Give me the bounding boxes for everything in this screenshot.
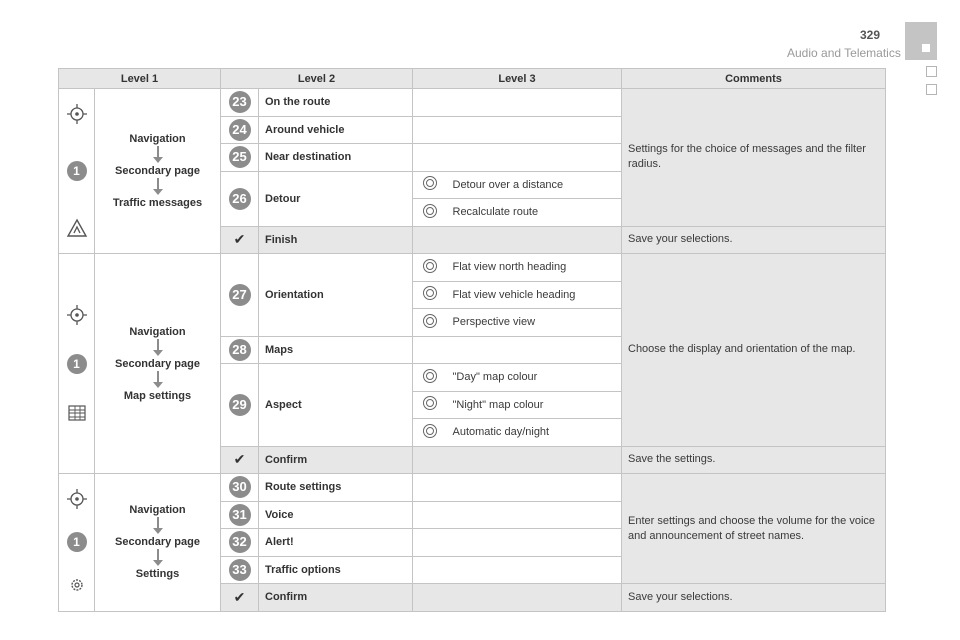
option-select-icon xyxy=(422,175,438,191)
level2-label: Route settings xyxy=(259,474,413,502)
nav-leaf-label: Map settings xyxy=(123,389,192,402)
map-icon xyxy=(66,402,88,424)
level3-option: Recalculate route xyxy=(447,199,622,227)
step-badge: 30 xyxy=(229,476,251,498)
chapter-tab xyxy=(905,22,937,60)
level2-label: Alert! xyxy=(259,529,413,557)
level3-option: Flat view north heading xyxy=(447,254,622,282)
level3-option: Detour over a distance xyxy=(447,171,622,199)
check-icon: ✔ xyxy=(233,451,246,468)
navigation-icon xyxy=(66,488,88,510)
level3-option: "Night" map colour xyxy=(447,391,622,419)
option-select-icon xyxy=(422,285,438,301)
header-row xyxy=(59,69,886,89)
nav-leaf-label: Settings xyxy=(135,568,180,581)
nav-secondary-label: Secondary page xyxy=(115,357,200,370)
comment-cell: Save the settings. xyxy=(622,446,886,474)
table-row xyxy=(59,254,886,282)
table-row xyxy=(59,474,886,502)
navigation-icon xyxy=(66,304,88,326)
step-badge: 24 xyxy=(229,119,251,141)
comment-cell: Save your selections. xyxy=(622,226,886,254)
step-one-badge: 1 xyxy=(67,532,87,552)
level1-icons xyxy=(59,474,95,612)
step-badge: 25 xyxy=(229,146,251,168)
step-one-badge: 1 xyxy=(67,354,87,374)
arrow-down-icon xyxy=(153,339,163,357)
level3-option: Perspective view xyxy=(447,309,622,337)
arrow-down-icon xyxy=(153,178,163,196)
step-badge: 32 xyxy=(229,531,251,553)
nav-leaf-label: Traffic messages xyxy=(112,197,203,209)
page-number: 329 xyxy=(860,28,881,42)
level2-label: Maps xyxy=(259,336,413,364)
step-badge: 31 xyxy=(229,504,251,526)
step-badge: 26 xyxy=(229,188,251,210)
header-level1: Level 1 xyxy=(59,69,221,89)
level1-path xyxy=(95,474,221,612)
header-comments: Comments xyxy=(622,69,886,89)
level2-label: On the route xyxy=(259,89,413,117)
traffic-icon xyxy=(66,217,88,239)
option-select-icon xyxy=(422,313,438,329)
nav-navigation-label: Navigation xyxy=(129,504,186,517)
arrow-down-icon xyxy=(153,549,163,567)
chapter-tab-mark xyxy=(922,44,930,52)
settings-gear-icon xyxy=(66,574,88,596)
header-level3: Level 3 xyxy=(413,69,622,89)
navigation-icon xyxy=(66,103,88,125)
level3-option: Flat view vehicle heading xyxy=(447,281,622,309)
chapter-box-2 xyxy=(926,84,937,95)
nav-navigation-label: Navigation xyxy=(129,325,186,338)
option-select-icon xyxy=(422,368,438,384)
step-one-badge: 1 xyxy=(67,161,87,181)
level3-option: Automatic day/night xyxy=(447,419,622,447)
level2-label: Traffic options xyxy=(259,556,413,584)
arrow-down-icon xyxy=(153,371,163,389)
level1-path xyxy=(95,89,221,254)
nav-secondary-label: Secondary page xyxy=(115,536,200,549)
step-badge: 33 xyxy=(229,559,251,581)
comment-cell: Settings for the choice of messages and the filter radius. xyxy=(622,89,886,227)
level3-option: "Day" map colour xyxy=(447,364,622,392)
check-icon: ✔ xyxy=(233,231,246,248)
header-level2: Level 2 xyxy=(221,69,413,89)
step-badge: 28 xyxy=(229,339,251,361)
step-badge: 27 xyxy=(229,284,251,306)
table-row xyxy=(59,89,886,117)
option-select-icon xyxy=(422,203,438,219)
nav-secondary-label: Secondary page xyxy=(115,165,200,177)
level2-label: Voice xyxy=(259,501,413,529)
level2-label: Near destination xyxy=(259,144,413,172)
comment-cell: Enter settings and choose the volume for the voice and announcement of street names. xyxy=(622,474,886,584)
level2-label: Aspect xyxy=(259,364,413,447)
arrow-down-icon xyxy=(153,517,163,535)
level2-label: Confirm xyxy=(259,584,413,612)
comment-cell: Choose the display and orientation of the map. xyxy=(622,254,886,447)
level2-label: Finish xyxy=(259,226,413,254)
nav-navigation-label: Navigation xyxy=(129,133,186,145)
option-select-icon xyxy=(422,258,438,274)
level2-label: Detour xyxy=(259,171,413,226)
level1-icons xyxy=(59,254,95,474)
option-select-icon xyxy=(422,395,438,411)
comment-cell: Save your selections. xyxy=(622,584,886,612)
step-badge: 29 xyxy=(229,394,251,416)
level1-path xyxy=(95,254,221,474)
level2-label: Confirm xyxy=(259,446,413,474)
level1-icons xyxy=(59,89,95,254)
section-title: Audio and Telematics xyxy=(787,46,901,60)
arrow-down-icon xyxy=(153,146,163,164)
level2-label: Around vehicle xyxy=(259,116,413,144)
level2-label: Orientation xyxy=(259,254,413,337)
step-badge: 23 xyxy=(229,91,251,113)
menu-table xyxy=(58,68,886,612)
option-select-icon xyxy=(422,423,438,439)
chapter-box-1 xyxy=(926,66,937,77)
check-icon: ✔ xyxy=(233,588,246,605)
